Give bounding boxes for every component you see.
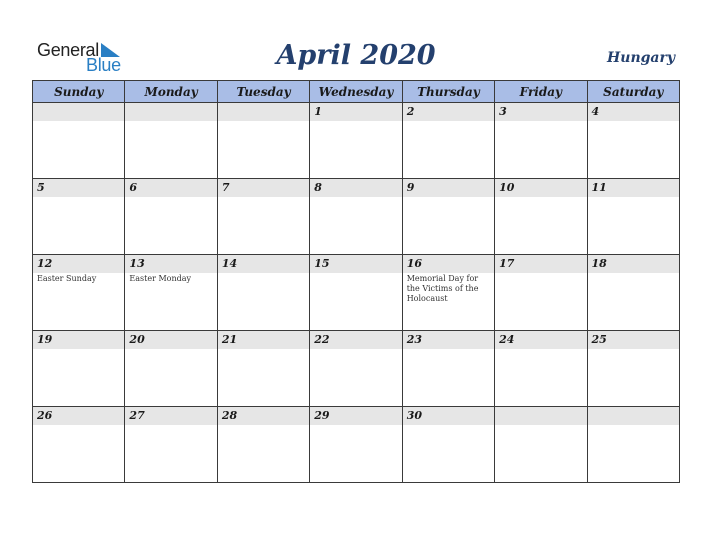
day-cell (125, 255, 217, 331)
day-number-band (588, 407, 679, 425)
day-cell (310, 407, 402, 483)
calendar-grid (32, 80, 680, 483)
day-number: 14 (221, 257, 238, 270)
day-number-band (33, 103, 124, 121)
day-cell (125, 179, 217, 255)
day-number-band (33, 179, 124, 197)
day-number: 12 (37, 257, 53, 270)
day-cell (310, 179, 402, 255)
day-number: 5 (37, 181, 45, 194)
day-number: 17 (499, 257, 515, 270)
day-cell (217, 179, 309, 255)
weekday-header: Tuesday (217, 81, 309, 103)
day-cell (217, 407, 309, 483)
day-number: 23 (406, 333, 422, 346)
day-cell (495, 179, 587, 255)
day-number-band (403, 179, 494, 197)
day-cell (125, 103, 217, 179)
weekday-header-row (33, 81, 680, 103)
day-number: 8 (314, 181, 322, 194)
day-number: 1 (314, 105, 322, 118)
day-cell (402, 103, 494, 179)
day-cell (495, 255, 587, 331)
day-number: 3 (499, 105, 507, 118)
day-number: 21 (221, 333, 238, 346)
day-number: 16 (406, 257, 422, 270)
weekday-header: Saturday (587, 81, 679, 103)
day-number: 19 (37, 333, 53, 346)
day-number-band (588, 103, 679, 121)
holiday-label: Memorial Day for the Victims of the Holocaust (406, 274, 479, 303)
day-number-band (310, 179, 401, 197)
day-number-band (218, 103, 309, 121)
day-number: 11 (591, 181, 607, 194)
day-number: 27 (129, 409, 145, 422)
day-cell (587, 407, 679, 483)
day-cell (125, 331, 217, 407)
weekday-header: Monday (125, 81, 217, 103)
country-label: Hungary (607, 50, 675, 66)
day-number-band (125, 179, 216, 197)
day-number-band (218, 179, 309, 197)
calendar-title: April 2020 (276, 40, 436, 71)
day-cell (402, 331, 494, 407)
day-number: 10 (499, 181, 515, 194)
weekday-header: Thursday (402, 81, 494, 103)
day-number: 28 (221, 409, 238, 422)
day-number: 18 (591, 257, 607, 270)
day-number: 9 (406, 181, 415, 194)
day-cell (33, 179, 125, 255)
day-number-band (403, 103, 494, 121)
week-row (33, 407, 680, 483)
weekday-header: Wednesday (310, 81, 402, 103)
day-cell (217, 103, 309, 179)
day-number: 22 (314, 333, 330, 346)
day-cell (310, 255, 402, 331)
day-cell (495, 331, 587, 407)
day-number-band (495, 103, 586, 121)
week-row (33, 179, 680, 255)
day-cell (33, 407, 125, 483)
day-cell (495, 407, 587, 483)
day-number-band (495, 407, 586, 425)
week-row (33, 103, 680, 179)
day-number: 20 (129, 333, 145, 346)
day-cell (402, 179, 494, 255)
weekday-header: Sunday (33, 81, 125, 103)
day-cell (310, 331, 402, 407)
day-number: 26 (37, 409, 53, 422)
day-cell (33, 103, 125, 179)
week-row (33, 331, 680, 407)
day-cell (587, 331, 679, 407)
day-cell (402, 255, 494, 331)
day-cell (217, 331, 309, 407)
day-number: 7 (221, 181, 230, 194)
day-cell (587, 255, 679, 331)
day-number: 15 (314, 257, 330, 270)
day-number: 24 (499, 333, 515, 346)
day-cell (587, 179, 679, 255)
week-row (33, 255, 680, 331)
holiday-label: Easter Sunday (37, 274, 97, 283)
logo-text-blue: Blue (86, 55, 121, 75)
weekday-header: Friday (495, 81, 587, 103)
day-cell (587, 103, 679, 179)
day-cell (33, 331, 125, 407)
day-number-band (310, 103, 401, 121)
day-cell (125, 407, 217, 483)
day-number: 30 (406, 409, 422, 422)
day-number: 25 (591, 333, 607, 346)
day-number: 6 (129, 181, 138, 194)
logo-text-general: General (37, 40, 99, 60)
day-cell (33, 255, 125, 331)
day-cell (217, 255, 309, 331)
day-number: 13 (129, 257, 145, 270)
holiday-label: Easter Monday (129, 274, 192, 283)
day-number: 2 (406, 105, 415, 118)
day-cell (495, 103, 587, 179)
day-number: 29 (314, 409, 330, 422)
day-number-band (125, 103, 216, 121)
day-cell (402, 407, 494, 483)
day-cell (310, 103, 402, 179)
day-number: 4 (591, 105, 600, 118)
